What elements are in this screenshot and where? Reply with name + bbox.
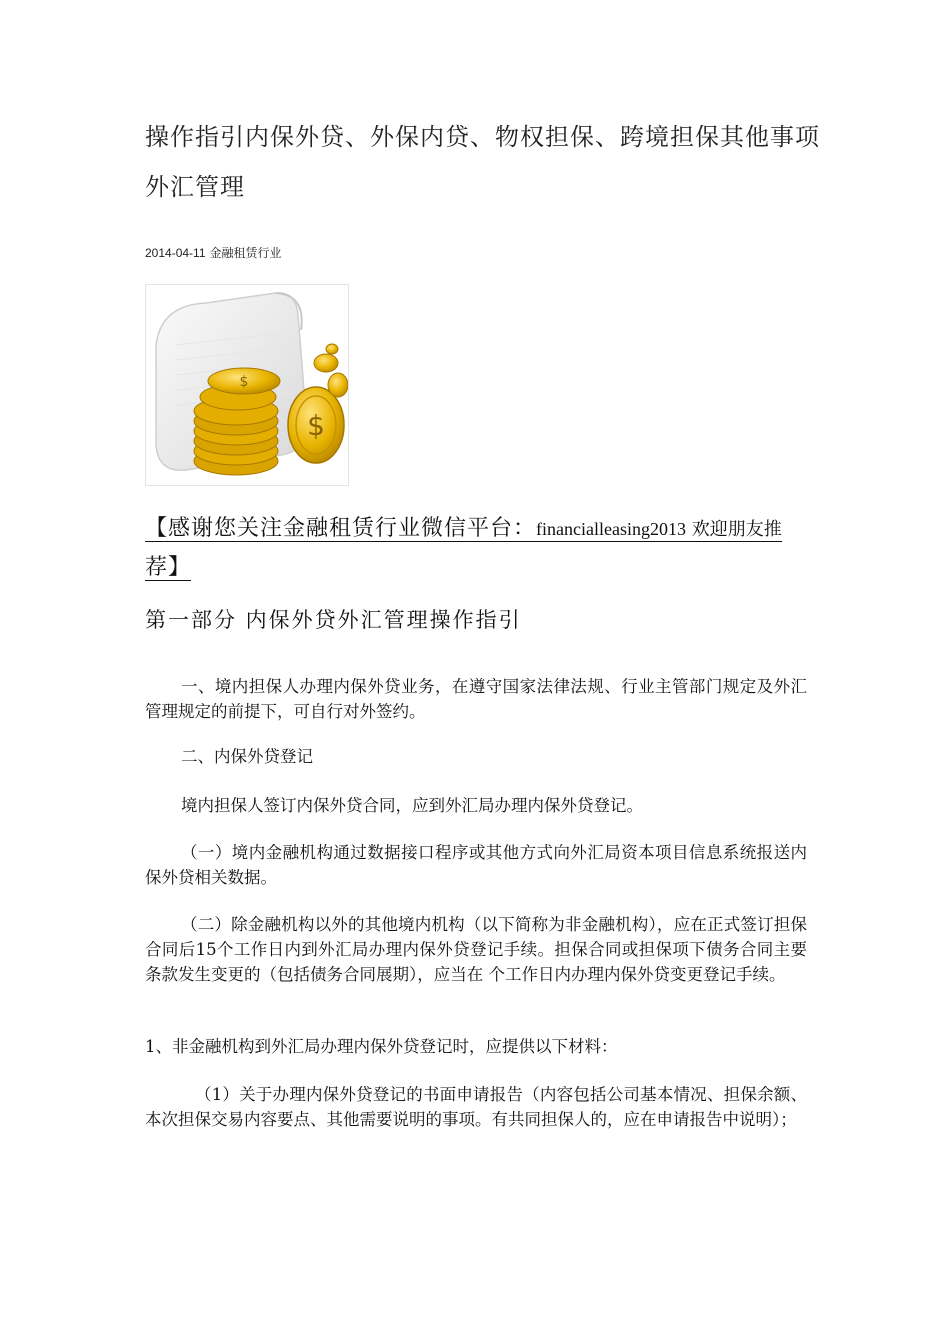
publish-date: 2014-04-11 [145, 246, 206, 260]
document-meta [145, 244, 286, 261]
paragraph-3: 境内担保人签订内保外贷合同，应到外汇局办理内保外贷登记。 [181, 796, 643, 815]
paragraph-2: 二、内保外贷登记 [181, 747, 313, 766]
paragraph-7: （1）关于办理内保外贷登记的书面申请报告（内容包括公司基本情况、担保余额、本次担保交易内容要点、其他需要说明的事项。有共同担保人的，应在申请报告中说明）； [145, 1085, 807, 1129]
document-title: 操作指引内保外贷、外保内贷、物权担保、跨境担保其他事项外汇管理 [145, 123, 820, 201]
section-heading: 第一部分 内保外贷外汇管理操作指引 [145, 608, 522, 632]
paragraph-5: （二）除金融机构以外的其他境内机构（以下简称为非金融机构），应在正式签订担保合同后15个工作日内到外汇局办理内保外贷登记手续。担保合同或担保项下债务合同主要条款发生变更的（包括债务合同展期），应当在 个工作日内办理内保外贷变更登记手续。 [145, 915, 807, 984]
banner-prefix: 【感谢您关注金融租赁行业微信平台： [145, 516, 537, 541]
banner-suffix: 欢迎朋友推 [685, 519, 782, 540]
svg-text:$: $ [307, 409, 325, 442]
paragraph-4: （一）境内金融机构通过数据接口程序或其他方式向外汇局资本项目信息系统报送内保外贷相关数据。 [145, 843, 807, 887]
follow-banner [145, 510, 810, 587]
wechat-handle: financialleasing2013 [536, 519, 686, 539]
svg-text:$: $ [239, 374, 249, 390]
banner-end: 荐】 [145, 555, 192, 580]
coins-illustration [145, 284, 349, 486]
banner-line-1 [145, 516, 782, 542]
source-name: 金融租赁行业 [209, 246, 282, 260]
paragraph-6: 1、非金融机构到外汇局办理内保外贷登记时，应提供以下材料： [145, 1037, 618, 1056]
banner-line-2 [145, 555, 191, 581]
paragraph-1: 一、境内担保人办理内保外贷业务，在遵守国家法律法规、行业主管部门规定及外汇管理规定的前提下，可自行对外签约。 [145, 677, 807, 721]
gold-coins-icon [146, 285, 348, 485]
